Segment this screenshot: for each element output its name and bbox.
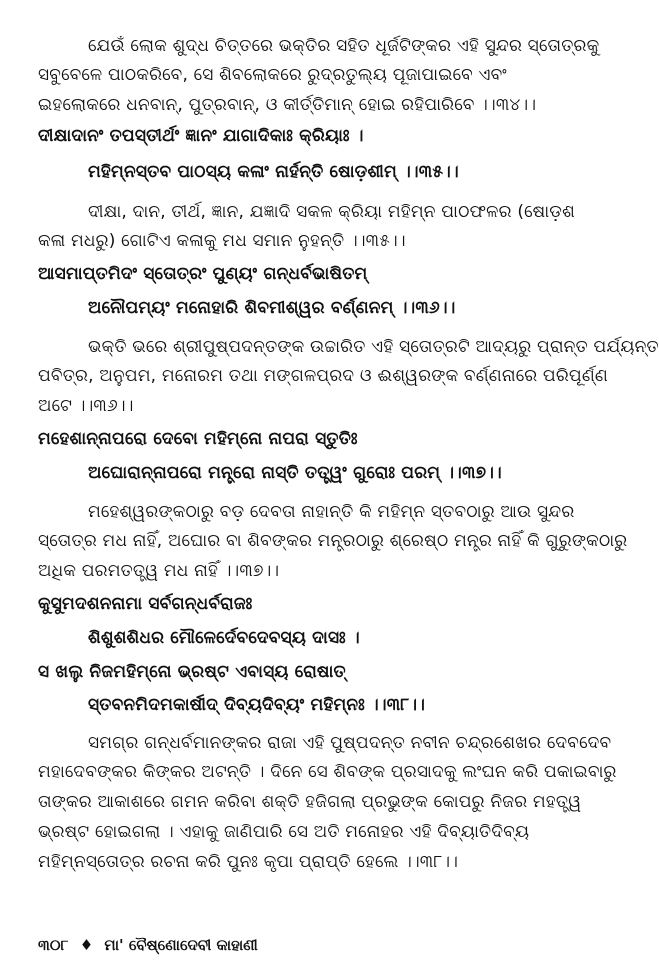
- paragraph-line: ଅଟେ ।।୩୬।।: [38, 396, 134, 416]
- paragraph-line: ଭକ୍ତି ଭରେ ଶ୍ରୀପୁଷ୍ପଦନ୍ତଙ୍କ ଉଚ୍ଚାରିତ ଏହି ସ୍ତୋତ୍ରଟି ଆଦ୍ୟରୁ ପ୍ରାନ୍ତ ପର୍ଯ୍ୟନ୍ତ: [88, 337, 659, 357]
- paragraph-line: ମହିମ୍ନସ୍ତୋତ୍ର ରଚନା କରି ପୁନଃ କୃପା ପ୍ରାପ୍ତି ହେଲେ ।।୩୮।।: [38, 852, 459, 872]
- paragraph-line: ଭ୍ରଷ୍ଟ ହୋଇଗଲା । ଏହାକୁ ଜାଣିପାରି ସେ ଅତି ମନୋହର ଏହି ଦିବ୍ୟାତିଦିବ୍ୟ: [38, 822, 530, 842]
- paragraph-line: ମହେଶ୍ୱରଙ୍କଠାରୁ ବଡ଼ ଦେବତା ନାହାନ୍ତି କି ମହିମ୍ନ ସ୍ତବଠାରୁ ଆଉ ସୁନ୍ଦର: [88, 502, 575, 522]
- book-title: ମା' ବୈଷ୍ଣୋଦେବୀ କାହାଣୀ: [104, 936, 258, 954]
- paragraph-line: ଅଧିକ ପରମତତ୍ତ୍ୱ ମଧ ନାହିଁ ।।୩୭।।: [38, 561, 280, 581]
- verse-line: ମହିମ୍ନସ୍ତବ ପାଠସ୍ୟ କଳାଂ ନାର୍ହନ୍ତି ଷୋଡ଼ଶୀମ୍ ।।୩୫।।: [88, 162, 459, 182]
- verse-line: ମହେଶାନ୍ନାପରୋ ଦେବୋ ମହିମ୍ନୋ ନାପରା ସ୍ତୁତିଃ: [38, 429, 358, 449]
- page-number: ୩୦୮: [38, 936, 69, 954]
- verse-line: ଶିଶୁଶଶିଧର ମୌଳେର୍ଦେବଦେବସ୍ୟ ଦାସଃ ।: [88, 628, 360, 648]
- verse-line: ଅନୌପମ୍ୟଂ ମନୋହାରି ଶିବମୀଶ୍ୱର ବର୍ଣ୍ଣନମ୍ ।।୩୬।।: [88, 298, 456, 318]
- paragraph-line: ଯେଉଁ ଲୋକ ଶୁଦ୍ଧ ଚିତ୍ତରେ ଭକ୍ତିର ସହିତ ଧୂର୍ଜଟିଙ୍କର ଏହି ସୁନ୍ଦର ସ୍ତୋତ୍ରକୁ: [88, 36, 600, 56]
- paragraph-line: ମହାଦେବଙ୍କର କିଙ୍କର ଅଟନ୍ତି । ଦିନେ ସେ ଶିବଙ୍କ ପ୍ରସାଦକୁ ଲଂଘନ କରି ପକାଇବାରୁ: [38, 762, 617, 782]
- verse-line: ସ ଖଲୁ ନିଜମହିମ୍ନୋ ଭ୍ରଷ୍ଟ ଏବାସ୍ୟ ରୋଷାତ୍: [38, 662, 346, 682]
- paragraph-line: ଇହଲୋକରେ ଧନବାନ୍, ପୁତ୍ରବାନ୍, ଓ କୀର୍ତ୍ତିମାନ୍ ହୋଇ ରହିପାରିବେ ।।୩୪।।: [38, 95, 537, 115]
- paragraph-line: କଳା ମଧରୁ) ଗୋଟିଏ କଳାକୁ ମଧ ସମାନ ନୁହନ୍ତି ।।୩୫।।: [38, 231, 406, 251]
- paragraph-line: ତାଙ୍କର ଆକାଶରେ ଗମନ କରିବା ଶକ୍ତି ହଜିଗଲା ପ୍ରଭୁଙ୍କ କୋପରୁ ନିଜର ମହତ୍ତ୍ୱ: [38, 792, 582, 812]
- diamond-separator-icon: ♦: [79, 936, 94, 954]
- verse-line: ସ୍ତବନମିଦମକାର୍ଷୀଦ୍ ଦିବ୍ୟଦିବ୍ୟଂ ମହିମ୍ନଃ ।।୩୮।।: [88, 695, 426, 715]
- paragraph-line: ସମଗ୍ର ଗନ୍ଧର୍ବମାନଙ୍କର ରାଜା ଏହି ପୁଷ୍ପଦନ୍ତ ନବୀନ ଚନ୍ଦ୍ରଶେଖର ଦେବଦେବ: [88, 733, 612, 753]
- page-footer: [38, 934, 258, 956]
- verse-line: ଆସମାପ୍ତମିଦଂ ସ୍ତୋତ୍ରଂ ପୁଣ୍ୟଂ ଗନ୍ଧର୍ବଭାଷିତମ୍: [38, 264, 368, 284]
- verse-line: କୁସୁମଦଶନନାମା ସର୍ବଗନ୍ଧର୍ବରାଜଃ: [38, 594, 253, 614]
- verse-line: ଦୀକ୍ଷାଦାନଂ ତପସ୍ତୀର୍ଥଂ ଜ୍ଞାନଂ ଯାଗାଦିକାଃ କ୍ରିୟାଃ ।: [38, 126, 364, 146]
- verse-line: ଅଘୋରାନ୍ନାପରୋ ମନ୍ତ୍ରୋ ନାସ୍ତି ତତ୍ତ୍ୱଂ ଗୁରୋଃ ପରମ୍ ।।୩୭।।: [88, 463, 502, 483]
- paragraph-line: ଦୀକ୍ଷା, ଦାନ, ତୀର୍ଥ, ଜ୍ଞାନ, ଯଜ୍ଞାଦି ସକଳ କ୍ରିୟା ମହିମ୍ନ ପାଠଫଳର (ଷୋଡ଼ଶ: [88, 202, 575, 222]
- paragraph-line: ପବିତ୍ର, ଅନୁପମ, ମନୋରମ ତଥା ମଙ୍ଗଳପ୍ରଦ ଓ ଈଶ୍ୱରଙ୍କ ବର୍ଣ୍ଣନାରେ ପରିପୂର୍ଣ୍ଣ: [38, 366, 608, 386]
- paragraph-line: ସ୍ତୋତ୍ର ମଧ ନାହିଁ, ଅଘୋର ବା ଶିବଙ୍କର ମନ୍ତ୍ରଠାରୁ ଶ୍ରେଷ୍ଠ ମନ୍ତ୍ର ନାହିଁ କି ଗୁରୁଙ୍କଠାରୁ: [38, 531, 628, 551]
- paragraph-line: ସବୁବେଳେ ପାଠକରିବେ, ସେ ଶିବଲୋକରେ ରୁଦ୍ରତୁଲ୍ୟ ପୂଜାପାଇବେ ଏବଂ: [38, 65, 507, 85]
